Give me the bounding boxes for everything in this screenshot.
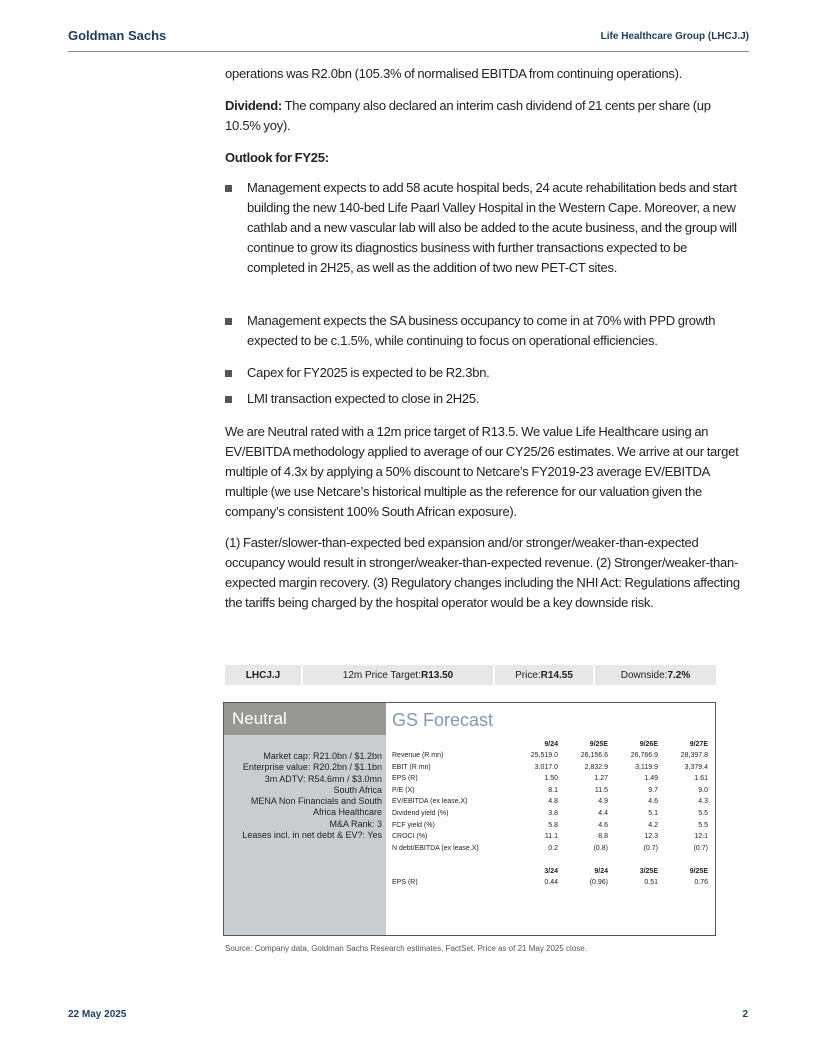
- rating-forecast-box: [223, 702, 716, 936]
- coverage-group: MENA Non Financials and South Africa Healthcare: [250, 796, 382, 818]
- company-info: [228, 751, 382, 841]
- row-label: EPS (R): [392, 775, 418, 783]
- cell-value: 28,397.8: [680, 752, 708, 759]
- table-row: [392, 831, 708, 843]
- downside-label: Downside:: [620, 669, 668, 681]
- row-label: EPS (R): [392, 879, 418, 887]
- paragraph-risks: (1) Faster/slower-than-expected bed expansion and/or stronger/weaker-than-expected occupancy would result in stronger/weaker-than-expected revenue. (2) Stronger/weaker-than-expected margin recovery. (3) Regulatory changes including the NHI Act: Regulations affecting the tariffs being charged by the hospital operator would be a key downside risk.: [225, 535, 740, 610]
- column-header: 9/24: [594, 868, 608, 876]
- list-item-text: Management expects to add 58 acute hospital beds, 24 acute rehabilitation beds and start building the new 140-bed Life Paarl Valley Hospital in the Western Cape. Moreover, a new cathlab and a new vascular lab will also be added to the acute business, and the group will continue to grow its diagnostics business with further transactions expected to be completed in 2H25, as well as the addition of two new PET-CT sites.: [247, 180, 737, 275]
- price-target-bar: [225, 665, 716, 685]
- cell-value: 11.5: [594, 786, 608, 794]
- cell-value: 0.51: [644, 879, 658, 887]
- cell-value: 9.0: [698, 786, 708, 794]
- table-row: [392, 750, 708, 762]
- paragraph-cashflow: operations was R2.0bn (105.3% of normalised EBITDA from continuing operations).: [225, 66, 683, 81]
- table-row: [392, 877, 708, 889]
- column-header: 9/24: [544, 741, 558, 748]
- cell-value: 4.3: [698, 798, 708, 806]
- cell-value: 9.7: [648, 786, 658, 794]
- column-header: 3/25E: [639, 868, 658, 876]
- list-item-text: LMI transaction expected to close in 2H25.: [247, 391, 480, 406]
- list-item: [225, 311, 745, 351]
- cell-value: 12.1: [694, 833, 708, 841]
- row-label: N debt/EBITDA (ex lease,X): [392, 844, 479, 852]
- forecast-title: GS Forecast: [392, 710, 494, 730]
- cell-value: 4.8: [548, 798, 558, 806]
- header-divider: [68, 51, 749, 52]
- market-cap: Market cap: R21.0bn / $1.2bn: [263, 751, 382, 761]
- paragraph-dividend: [225, 96, 745, 136]
- cell-value: 1.49: [644, 775, 658, 783]
- cell-value: 11.1: [544, 833, 558, 841]
- adtv: 3m ADTV: R54.6mn / $3.0mn: [264, 773, 382, 784]
- cell-value: 1.61: [694, 775, 708, 783]
- brand-name: Goldman Sachs: [68, 28, 167, 43]
- rating-label: Neutral: [232, 709, 287, 728]
- cell-value: 5.1: [648, 809, 658, 817]
- enterprise-value: Enterprise value: R20.2bn / $1.1bn: [242, 762, 382, 773]
- row-label: P/E (X): [392, 786, 415, 794]
- cell-value: 12.3: [644, 833, 658, 841]
- forecast-table: [392, 739, 708, 889]
- square-bullet-icon: [225, 318, 232, 325]
- row-label: Dividend yield (%): [392, 809, 449, 817]
- cell-value: 25,519.0: [530, 752, 558, 759]
- cell-value: 0.44: [544, 879, 558, 887]
- region: South Africa: [333, 784, 382, 795]
- downside-cell: [595, 665, 716, 685]
- leases-note: Leases incl. in net debt & EV?: Yes: [242, 830, 382, 841]
- cell-value: (0.7): [643, 844, 658, 852]
- square-bullet-icon: [225, 370, 232, 377]
- downside-value: 7.2%: [667, 669, 691, 681]
- table-row: [392, 785, 708, 797]
- cell-value: 1.27: [594, 775, 608, 783]
- table-row: [392, 820, 708, 832]
- cell-value: 26,156.6: [580, 752, 608, 759]
- table-row: [392, 796, 708, 808]
- cell-value: 4.6: [648, 798, 658, 806]
- ma-rank: M&A Rank: 3: [329, 818, 382, 829]
- list-item-text: Management expects the SA business occupancy to come in at 70% with PPD growth expected to be c.1.5%, while continuing to focus on operational efficiencies.: [247, 313, 716, 348]
- page-number: 2: [742, 1009, 748, 1020]
- half-year-header-row: [392, 866, 708, 877]
- price-cell: [495, 665, 593, 685]
- cell-value: 8.1: [548, 786, 558, 794]
- price-target-value: R13.50: [420, 669, 454, 681]
- list-item-text: Capex for FY2025 is expected to be R2.3bn.: [247, 365, 490, 380]
- square-bullet-icon: [225, 185, 232, 192]
- footer-date: 22 May 2025: [68, 1009, 127, 1020]
- cell-value: (0.8): [593, 844, 608, 852]
- cell-value: 8.8: [598, 833, 608, 841]
- price-target-label: 12m Price Target:: [342, 669, 421, 681]
- row-label: Revenue (R mn): [392, 752, 444, 759]
- column-header: 9/27E: [689, 741, 708, 748]
- source-note: Source: Company data, Goldman Sachs Research estimates, FactSet. Price as of 21 May 2025 close.: [225, 944, 587, 953]
- cell-value: 3,017.0: [534, 763, 558, 771]
- table-row: [392, 843, 708, 855]
- cell-value: 3.8: [548, 809, 558, 817]
- square-bullet-icon: [225, 396, 232, 403]
- ticker-cell: [225, 665, 301, 685]
- cell-value: 0.2: [548, 844, 558, 852]
- cell-value: 0.76: [694, 879, 708, 887]
- table-row: [392, 808, 708, 820]
- column-header: 9/25E: [589, 741, 608, 748]
- table-row: [392, 773, 708, 785]
- annual-header-row: [392, 739, 708, 750]
- cell-value: 3,119.9: [635, 763, 658, 771]
- cell-value: 4.2: [648, 821, 658, 829]
- cell-value: (0.7): [693, 844, 708, 852]
- row-label: EV/EBITDA (ex lease,X): [392, 798, 468, 806]
- row-label: CROCI (%): [392, 833, 428, 841]
- cell-value: 5.5: [698, 809, 708, 817]
- cell-value: 5.5: [698, 821, 708, 829]
- cell-value: 4.6: [598, 821, 608, 829]
- price-target-cell: [303, 665, 493, 685]
- dividend-label: Dividend:: [225, 98, 282, 113]
- price-label: Price:: [515, 669, 541, 681]
- price-value: R14.55: [540, 669, 573, 681]
- cell-value: 2,832.9: [584, 763, 608, 771]
- cell-value: 26,766.9: [630, 752, 658, 759]
- table-row: [392, 762, 708, 774]
- cell-value: 4.9: [598, 798, 608, 806]
- ticker: LHCJ.J: [245, 669, 281, 681]
- cell-value: 3,379.4: [684, 763, 708, 771]
- cell-value: 4.4: [598, 809, 608, 817]
- column-header: 9/25E: [689, 868, 708, 876]
- list-item: [225, 389, 745, 409]
- cell-value: 1.50: [544, 775, 558, 783]
- paragraph-valuation: We are Neutral rated with a 12m price target of R13.5. We value Life Healthcare using an EV/EBITDA methodology applied to average of our CY25/26 estimates. We arrive at our target multiple of 4.3x by applying a 50% discount to Netcare’s FY2019-23 average EV/EBITDA multiple (we use Netcare’s historical multiple as the reference for our valuation given the company’s consistent 100% South African exposure).: [225, 424, 739, 519]
- row-label: FCF yield (%): [392, 821, 435, 829]
- list-item: [225, 363, 745, 383]
- cell-value: 5.8: [548, 821, 558, 829]
- cell-value: (0.96): [589, 879, 608, 887]
- rating-badge: [224, 703, 386, 735]
- outlook-heading: Outlook for FY25:: [225, 150, 329, 165]
- list-item: [225, 178, 745, 278]
- dividend-text: The company also declared an interim cash dividend of 21 cents per share (up 10.5% yoy).: [225, 98, 711, 133]
- column-header: 9/26E: [639, 741, 658, 748]
- row-label: EBIT (R mn): [392, 763, 431, 771]
- column-header: 3/24: [544, 868, 558, 876]
- report-title: Life Healthcare Group (LHCJ.J): [600, 31, 749, 42]
